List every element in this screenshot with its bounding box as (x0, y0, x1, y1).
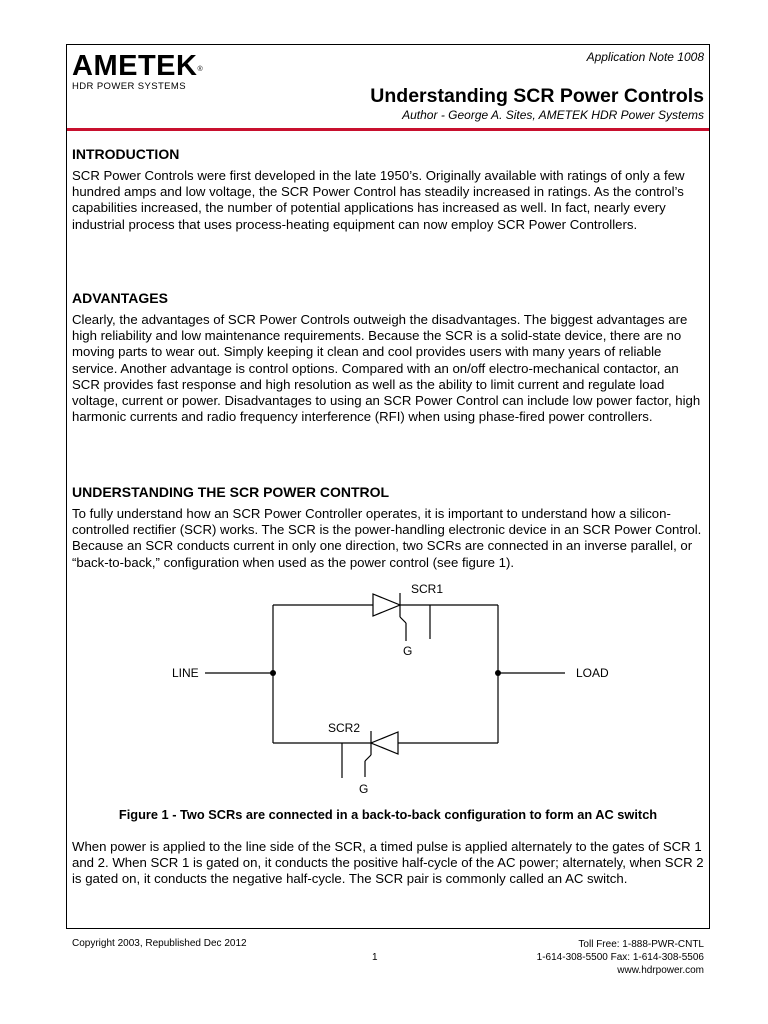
logo-trademark: ® (197, 66, 204, 73)
scr1-symbol (373, 594, 400, 616)
advantages-heading: ADVANTAGES (72, 290, 168, 306)
scr2-symbol (371, 732, 398, 754)
footer-phone-fax: 1-614-308-5500 Fax: 1-614-308-5506 (536, 952, 704, 963)
operation-body: When power is applied to the line side of the SCR, a timed pulse is applied alternately to the gates of SCR 1 and 2. When SCR 1 is gated on, it conducts the positive half-cycle of the AC power; alternately, when SCR 2 is gated on, it conducts the negative half-cycle. The SCR pair is commonly called an AC switch. (72, 839, 704, 887)
understanding-body: To fully understand how an SCR Power Controller operates, it is important to understand how a silicon-controlled rectifier (SCR) works. The SCR is the power-handling electronic device in an SCR Power Control. Because an SCR conducts current in only one direction, two SCRs are connected in an inverse parallel, or “back-to-back,” configuration when used as the power control (see figure 1). (72, 506, 702, 570)
footer-page-number: 1 (372, 952, 378, 963)
scr2-label: SCR2 (328, 721, 361, 735)
line-label: LINE (172, 666, 199, 680)
section-operation (72, 839, 704, 888)
footer-toll-free: Toll Free: 1-888-PWR-CNTL (578, 939, 704, 950)
header-divider (67, 128, 709, 131)
left-junction-dot (270, 670, 276, 676)
logo-text: AMETEK (72, 50, 198, 82)
figure-caption: Figure 1 - Two SCRs are connected in a back-to-back configuration to form an AC switch (118, 807, 658, 822)
introduction-body: SCR Power Controls were first developed in the late 1950’s. Originally available with ratings of only a few hundred amps and low voltage, the SCR Power Control has steadily increased in ratings. As the control’s capabilities increased, the number of potential applications has increased as well. In fact, nearly every industrial process that uses process-heating equipment can now employ SCR Power Controllers. (72, 168, 685, 232)
footer-contact (537, 938, 704, 977)
introduction-heading: INTRODUCTION (72, 146, 180, 162)
scr2-gate-diagonal (365, 755, 371, 761)
advantages-body: Clearly, the advantages of SCR Power Controls outweigh the disadvantages. The biggest advantages are high reliability and low maintenance requirements. Because the SCR is a solid-state device, there are no moving parts to wear out. Simply keeping it clean and cool provides users with many years of reliable service. Another advantage is control options. Compared with an on/off electro-mechanical contactor, an SCR provides fast response and high resolution as well as the ability to limit current and regulate load voltage, current or power. Disadvantages to using an SCR Power Control can include low power factor, high harmonic currents and radio frequency interference (RFI) when using phase-fired power controllers. (72, 312, 701, 425)
ametek-logo (72, 50, 203, 92)
scr1-gate-diagonal (400, 617, 406, 623)
load-label: LOAD (576, 666, 609, 680)
document-title: Understanding SCR Power Controls (370, 85, 704, 107)
footer-copyright: Copyright 2003, Republished Dec 2012 (72, 938, 247, 949)
section-introduction (72, 146, 704, 233)
scr1-label: SCR1 (411, 582, 444, 596)
understanding-heading: UNDERSTANDING THE SCR POWER CONTROL (72, 484, 390, 500)
logo-subtitle: HDR POWER SYSTEMS (72, 81, 186, 92)
right-junction-dot (495, 670, 501, 676)
scr1-gate-label: G (403, 644, 413, 658)
section-understanding (72, 484, 704, 571)
scr-circuit-diagram (160, 578, 620, 800)
footer-website-link[interactable]: www.hdrpower.com (617, 965, 704, 976)
scr2-gate-label: G (359, 782, 369, 796)
document-author: Author - George A. Sites, AMETEK HDR Power Systems (402, 108, 704, 122)
application-note-number: Application Note 1008 (586, 50, 704, 64)
section-advantages (72, 290, 704, 425)
